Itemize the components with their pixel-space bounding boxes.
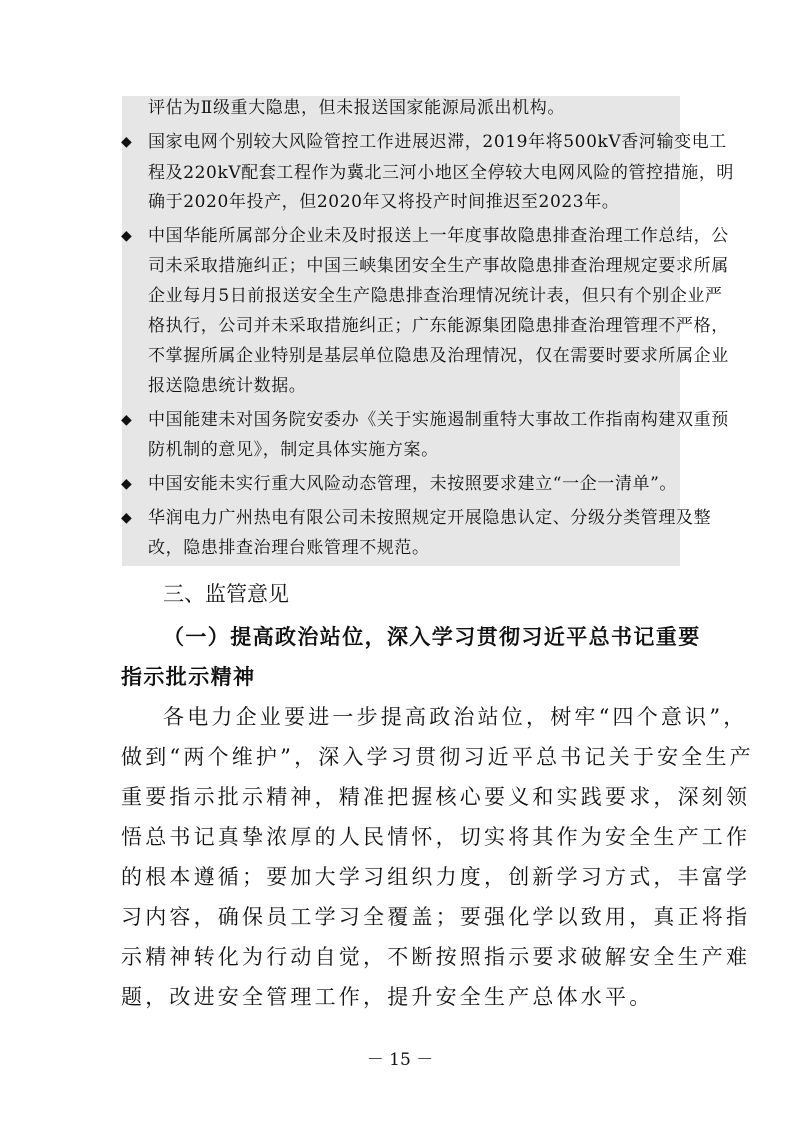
diamond-bullet-icon: ◆ bbox=[121, 134, 132, 150]
box-line: 防机制的意见》，制定具体实施方案。 bbox=[148, 440, 439, 460]
box-line: 确于2020年投产，但2020年又将投产时间推迟至2023年。 bbox=[148, 192, 620, 212]
paragraph-line: 做到“两个维护”，深入学习贯彻习近平总书记关于安全生产 bbox=[121, 745, 754, 769]
box-line: 不掌握所属企业特别是基层单位隐患及治理情况，仅在需要时要求所属企业 bbox=[148, 346, 729, 366]
box-line: 改，隐患排查治理台账管理不规范。 bbox=[148, 538, 430, 558]
box-line: 司未采取措施纠正；中国三峡集团安全生产事故隐患排查治理规定要求所属 bbox=[148, 256, 729, 276]
box-line: 报送隐患统计数据。 bbox=[148, 376, 307, 396]
paragraph-line: 的根本遵循；要加大学习组织力度，创新学习方式，丰富学 bbox=[121, 865, 751, 889]
paragraph-line: 各电力企业要进一步提高政治站位，树牢“四个意识”， bbox=[163, 705, 748, 729]
paragraph-line: 习内容，确保员工学习全覆盖；要强化学以致用，真正将指 bbox=[121, 905, 751, 929]
diamond-bullet-icon: ◆ bbox=[121, 228, 132, 244]
box-line: 评估为Ⅱ级重大隐患，但未报送国家能源局派出机构。 bbox=[148, 98, 565, 118]
box-line: 华润电力广州热电有限公司未按照规定开展隐患认定、分级分类管理及整 bbox=[148, 508, 712, 528]
box-line: 中国安能未实行重大风险动态管理，未按照要求建立“一企一清单”。 bbox=[148, 474, 677, 494]
diamond-bullet-icon: ◆ bbox=[121, 510, 132, 526]
box-line: 格执行，公司并未采取措施纠正；广东能源集团隐患排查治理管理不严格， bbox=[148, 316, 729, 336]
subsection-heading-line-2: 指示批示精神 bbox=[121, 664, 256, 689]
box-line: 国家电网个别较大风险管控工作进展迟滞，2019年将500kV香河输变电工 bbox=[148, 132, 727, 152]
box-line: 企业每月5日前报送安全生产隐患排查治理情况统计表，但只有个别企业严 bbox=[148, 286, 723, 306]
diamond-bullet-icon: ◆ bbox=[121, 476, 132, 492]
subsection-heading-line-1: （一）提高政治站位，深入学习贯彻习近平总书记重要 bbox=[163, 624, 701, 649]
page-number: － 15 － bbox=[366, 1050, 434, 1070]
section-heading: 三、监管意见 bbox=[163, 582, 289, 606]
box-line: 中国华能所属部分企业未及时报送上一年度事故隐患排查治理工作总结，公 bbox=[148, 226, 729, 246]
box-line: 中国能建未对国务院安委办《关于实施遏制重特大事故工作指南构建双重预 bbox=[148, 410, 729, 430]
diamond-bullet-icon: ◆ bbox=[121, 412, 132, 428]
paragraph-line: 示精神转化为行动自觉，不断按照指示要求破解安全生产难 bbox=[121, 945, 751, 969]
paragraph-line: 悟总书记真挚浓厚的人民情怀，切实将其作为安全生产工作 bbox=[121, 825, 751, 849]
paragraph-line: 题，改进安全管理工作，提升安全生产总体水平。 bbox=[121, 985, 654, 1009]
box-line: 程及220kV配套工程作为冀北三河小地区全停较大电网风险的管控措施，明 bbox=[148, 163, 735, 183]
paragraph-line: 重要指示批示精神，精准把握核心要义和实践要求，深刻领 bbox=[121, 785, 751, 809]
